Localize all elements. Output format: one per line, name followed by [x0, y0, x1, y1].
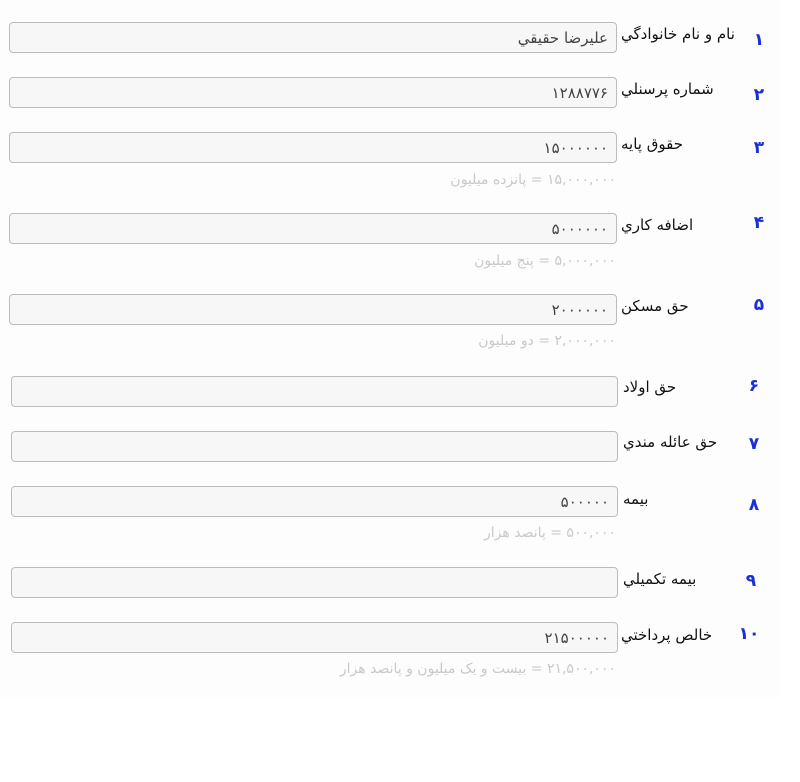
housing-allowance-hint: ۲,۰۰۰,۰۰۰ = دو ميليون: [478, 333, 616, 349]
net-payment-input[interactable]: [11, 622, 618, 653]
row-number: ۷: [748, 434, 760, 454]
row-number: ۴: [753, 213, 765, 233]
insurance-hint: ۵۰۰,۰۰۰ = پانصد هزار: [484, 525, 616, 541]
full-name-input[interactable]: [9, 22, 617, 53]
family-allowance-input[interactable]: [11, 431, 618, 462]
row-number: ۱۰: [738, 624, 760, 644]
row-number: ۶: [748, 376, 760, 396]
field-label-family-allowance: حق عائله مندي: [623, 433, 718, 451]
field-label-net-payment: خالص پرداختي: [621, 626, 713, 644]
field-label-overtime: اضافه کاري: [621, 216, 694, 234]
overtime-input[interactable]: [9, 213, 617, 244]
base-salary-input[interactable]: [9, 132, 617, 163]
field-label-base-salary: حقوق پايه: [621, 135, 683, 153]
insurance-input[interactable]: [11, 486, 618, 517]
row-number: ۵: [753, 295, 765, 315]
field-label-personnel-number: شماره پرسنلي: [621, 80, 714, 98]
row-number: ۸: [748, 495, 760, 515]
overtime-hint: ۵,۰۰۰,۰۰۰ = پنج ميليون: [474, 253, 616, 269]
supplementary-insurance-input[interactable]: [11, 567, 618, 598]
personnel-number-input[interactable]: [9, 77, 617, 108]
field-label-housing-allowance: حق مسکن: [621, 297, 689, 315]
field-label-child-allowance: حق اولاد: [623, 378, 677, 396]
base-salary-hint: ۱۵,۰۰۰,۰۰۰ = پانزده ميليون: [450, 172, 616, 188]
net-payment-hint: ۲۱,۵۰۰,۰۰۰ = بيست و يک ميليون و پانصد هزار: [339, 661, 616, 677]
field-label-full-name: نام و نام خانوادگي: [621, 25, 735, 43]
row-number: ۲: [753, 85, 765, 105]
row-number: ۹: [745, 571, 757, 591]
child-allowance-input[interactable]: [11, 376, 618, 407]
field-label-supplementary-insurance: بيمه تکميلي: [623, 570, 697, 588]
row-number: ۳: [753, 138, 765, 158]
field-label-insurance: بيمه: [623, 490, 649, 508]
housing-allowance-input[interactable]: [9, 294, 617, 325]
row-number: ۱: [753, 30, 765, 50]
